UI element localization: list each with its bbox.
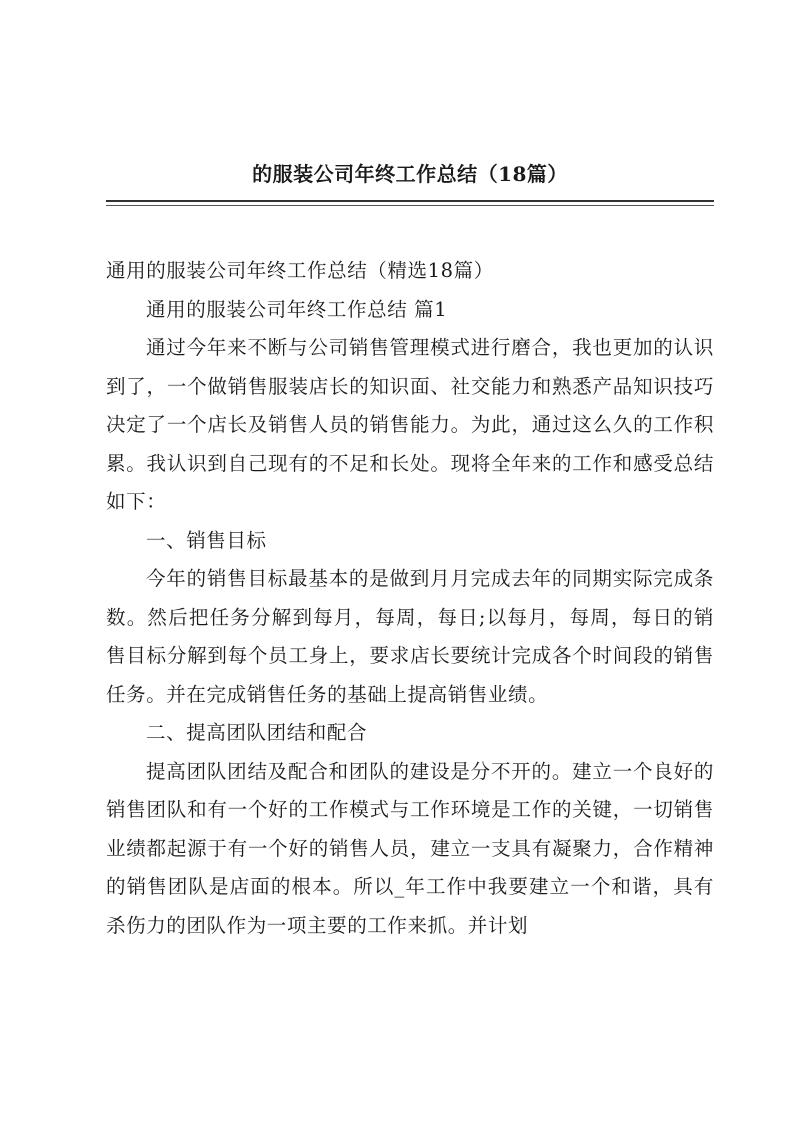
title-rule-thick [106,200,714,202]
document-subtitle: 通用的服装公司年终工作总结（精选18篇） [106,259,494,282]
body-paragraph: 通过今年来不断与公司销售管理模式进行磨合，我也更加的认识到了，一个做销售服装店长的知识面、社交能力和熟悉产品知识技巧决定了一个店长及销售人员的销售能力。为此，通过这么久的工作积累。我认识到自己现有的不足和长处。现将全年来的工作和感受总结如下： [106,336,714,513]
section-heading-sales-target: 一、销售目标 [146,528,267,552]
title-rule-thin [106,205,714,206]
body-paragraph: 提高团队团结及配合和团队的建设是分不开的。建立一个良好的销售团队和有一个好的工作模式与工作环境是工作的关键，一切销售业绩都起源于有一个好的销售人员，建立一支具有凝聚力，合作精神的销售团队是店面的根本。所以_年工作中我要建立一个和谐，具有杀伤力的团队作为一项主要的工作来抓。并计划 [106,759,714,937]
document-body [106,252,714,945]
section-heading-part-1: 通用的服装公司年终工作总结 篇1 [146,297,448,321]
body-paragraph: 今年的销售目标最基本的是做到月月完成去年的同期实际完成条数。然后把任务分解到每月，每周，每日;以每月，每周，每日的销售目标分解到每个员工身上，要求店长要统计完成各个时间段的销售任务。并在完成销售任务的基础上提高销售业绩。 [106,567,714,706]
document-title: 的服装公司年终工作总结（18篇） [252,162,568,186]
section-heading-teamwork: 二、提高团队团结和配合 [146,721,368,744]
